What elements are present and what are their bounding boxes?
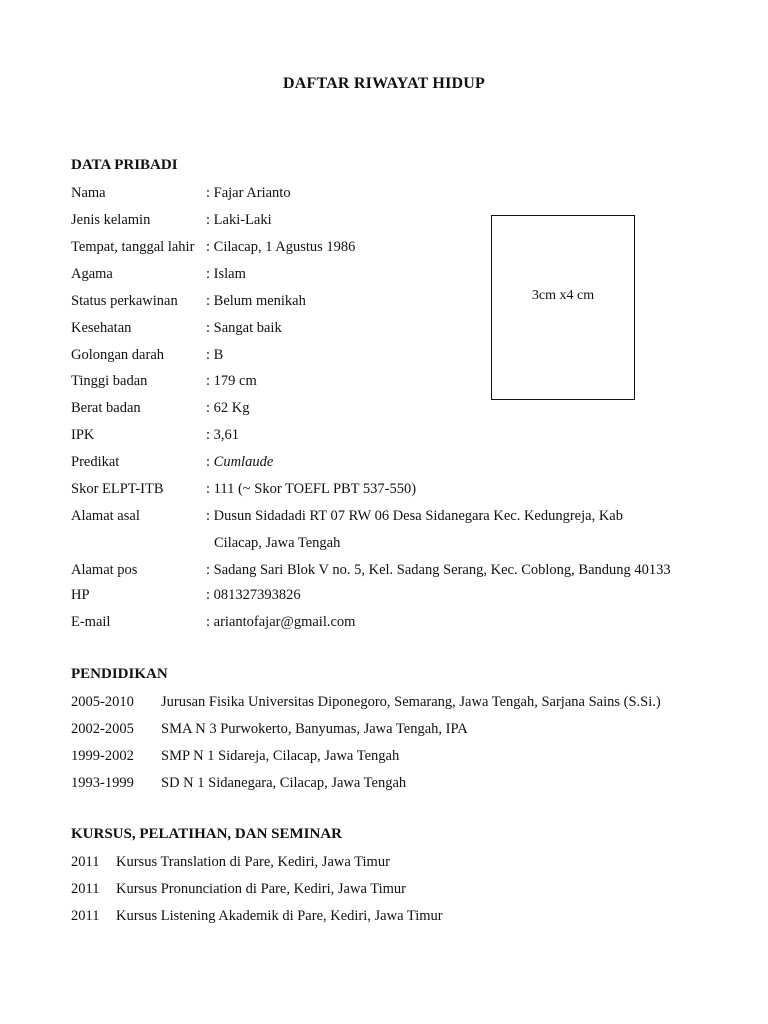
field-label: Jenis kelamin [71, 212, 151, 228]
section-heading-kursus: KURSUS, PELATIHAN, DAN SEMINAR [71, 826, 343, 842]
education-year: 2002-2005 [71, 721, 134, 737]
field-label: IPK [71, 427, 95, 443]
education-text: SMP N 1 Sidareja, Cilacap, Jawa Tengah [161, 748, 400, 764]
field-label: Nama [71, 185, 106, 201]
course-text: Kursus Pronunciation di Pare, Kediri, Jawa Timur [116, 881, 406, 897]
field-value: : 111 (~ Skor TOEFL PBT 537-550) [206, 481, 417, 497]
field-label: Berat badan [71, 400, 141, 416]
field-label: Tinggi badan [71, 373, 148, 389]
photo-size-label: 3cm x4 cm [531, 288, 595, 303]
education-text: SD N 1 Sidanegara, Cilacap, Jawa Tengah [161, 775, 407, 791]
field-value-prefix: : [206, 454, 214, 470]
field-value: : Laki-Laki [206, 212, 272, 228]
field-label: Agama [71, 266, 113, 282]
field-label: Status perkawinan [71, 293, 178, 309]
section-heading-data-pribadi: DATA PRIBADI [71, 157, 178, 173]
field-label: HP [71, 587, 90, 603]
field-value: : 081327393826 [206, 587, 301, 603]
field-value: : Belum menikah [206, 293, 306, 309]
photo-placeholder [491, 215, 635, 400]
field-label: Alamat pos [71, 562, 138, 578]
field-value: : 62 Kg [206, 400, 250, 416]
field-value-italic: Cumlaude [213, 454, 274, 470]
field-value: : Dusun Sidadadi RT 07 RW 06 Desa Sidanegara Kec. Kedungreja, Kab [206, 508, 623, 524]
field-value [206, 452, 273, 472]
field-value: : Islam [206, 266, 246, 282]
document-title: DAFTAR RIWAYAT HIDUP [283, 75, 485, 92]
field-value: : 3,61 [206, 427, 240, 443]
field-label: E-mail [71, 614, 111, 630]
course-year: 2011 [71, 908, 100, 924]
field-value: : Fajar Arianto [206, 185, 291, 201]
course-year: 2011 [71, 881, 100, 897]
field-label: Alamat asal [71, 508, 140, 524]
field-value: : ariantofajar@gmail.com [206, 614, 356, 630]
education-year: 1993-1999 [71, 775, 134, 791]
field-label: Golongan darah [71, 347, 165, 363]
field-value: : Cilacap, 1 Agustus 1986 [206, 239, 356, 255]
field-value: : 179 cm [206, 373, 257, 389]
course-text: Kursus Translation di Pare, Kediri, Jawa Timur [116, 854, 390, 870]
field-value: : B [206, 347, 224, 363]
field-value: : Sadang Sari Blok V no. 5, Kel. Sadang Serang, Kec. Coblong, Bandung 40133 [206, 562, 671, 578]
field-label: Tempat, tanggal lahir [71, 239, 195, 255]
education-year: 2005-2010 [71, 694, 134, 710]
field-label: Kesehatan [71, 320, 132, 336]
field-value-continuation: Cilacap, Jawa Tengah [214, 535, 341, 551]
education-text: SMA N 3 Purwokerto, Banyumas, Jawa Tengah, IPA [161, 721, 468, 737]
field-label: Predikat [71, 454, 120, 470]
field-label: Skor ELPT-ITB [71, 481, 164, 497]
course-year: 2011 [71, 854, 100, 870]
education-year: 1999-2002 [71, 748, 134, 764]
education-text: Jurusan Fisika Universitas Diponegoro, Semarang, Jawa Tengah, Sarjana Sains (S.Si.) [161, 694, 661, 710]
section-heading-pendidikan: PENDIDIKAN [71, 666, 168, 682]
field-value: : Sangat baik [206, 320, 282, 336]
course-text: Kursus Listening Akademik di Pare, Kediri, Jawa Timur [116, 908, 443, 924]
